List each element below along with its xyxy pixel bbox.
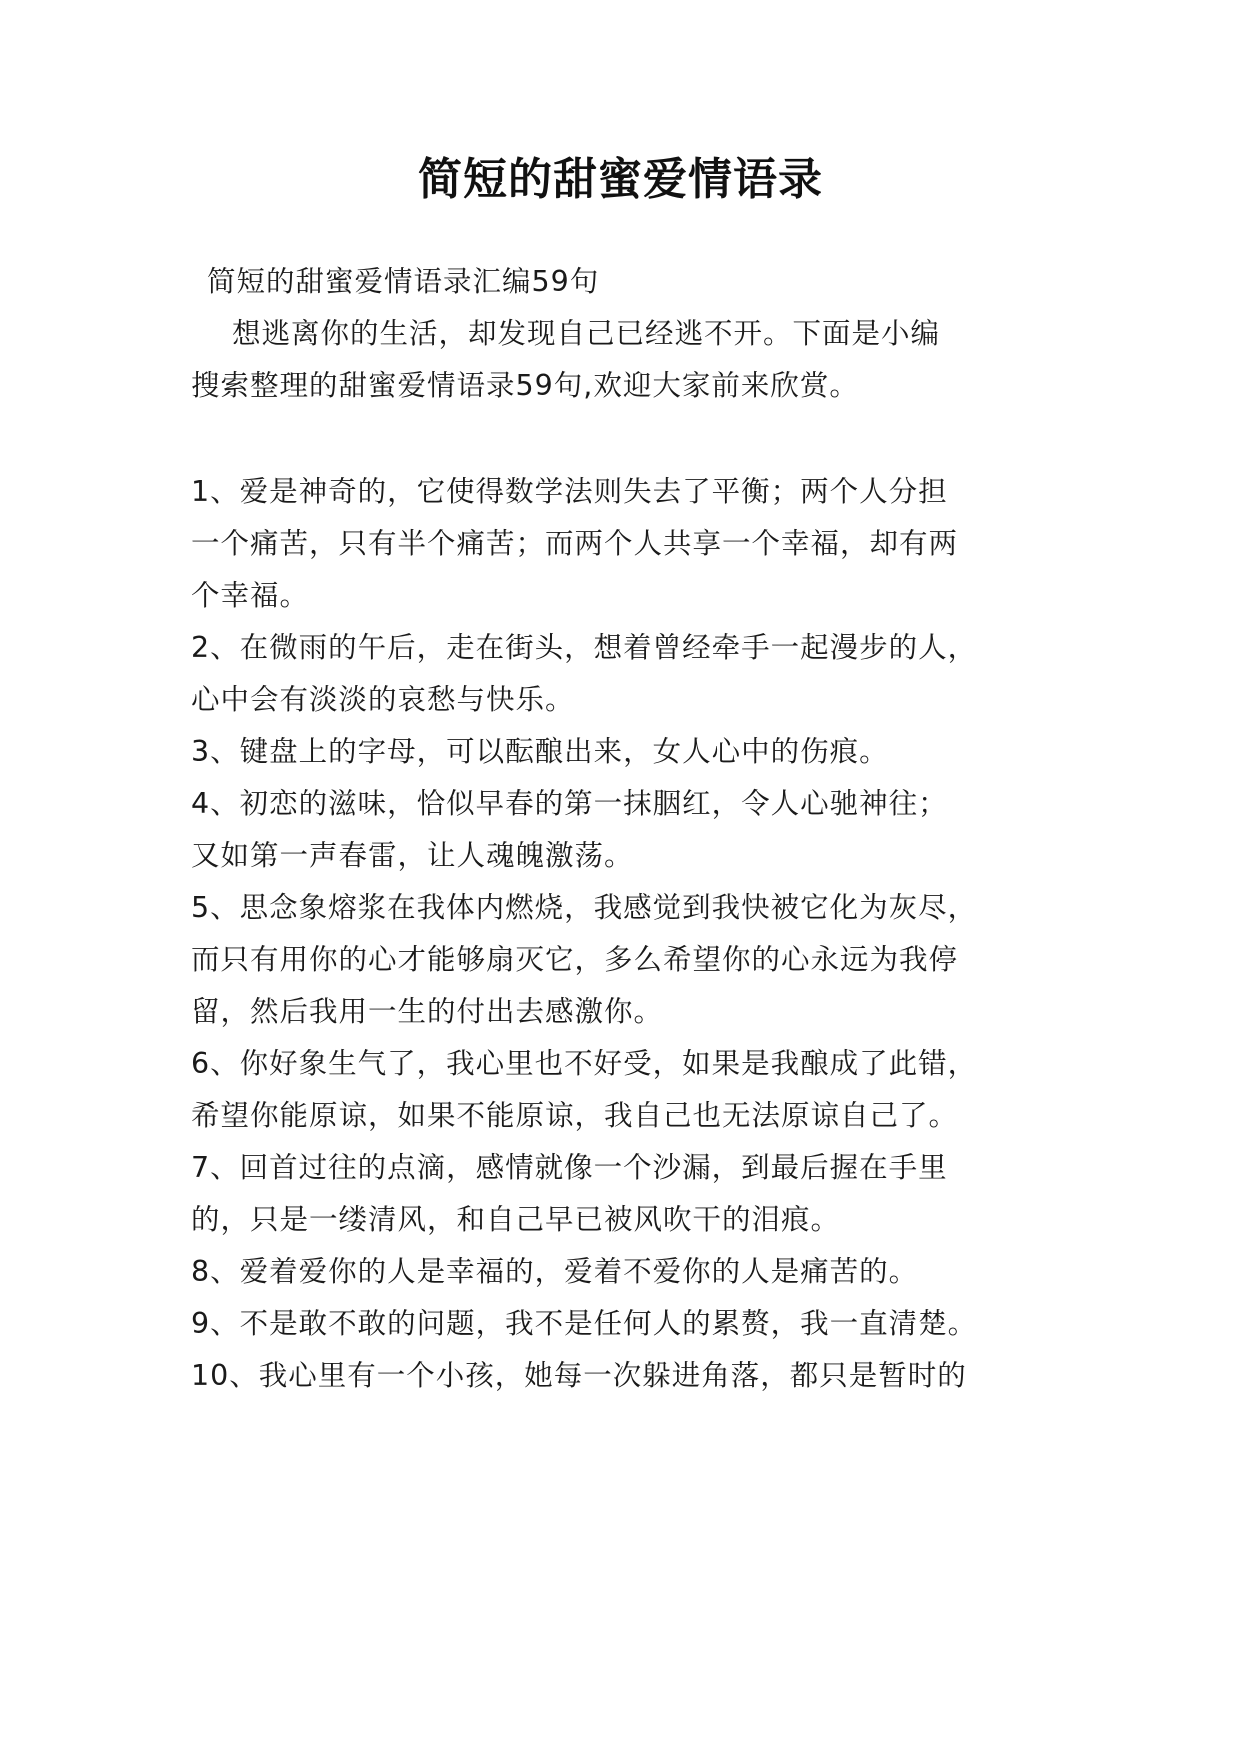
document-subtitle: 简短的甜蜜爱情语录汇编59句 (207, 265, 600, 298)
quote-line: 5、思念象熔浆在我体内燃烧，我感觉到我快被它化为灰尽， (191, 891, 978, 924)
intro-line: 想逃离你的生活，却发现自己已经逃不开。下面是小编 (232, 317, 941, 350)
quote-line: 7、回首过往的点滴，感情就像一个沙漏，到最后握在手里 (191, 1151, 948, 1184)
quote-line: 3、键盘上的字母，可以酝酿出来，女人心中的伤痕。 (191, 735, 889, 768)
quote-line: 9、不是敢不敢的问题，我不是任何人的累赘，我一直清楚。 (191, 1307, 978, 1340)
quote-line: 留，然后我用一生的付出去感激你。 (191, 995, 664, 1028)
quote-line: 6、你好象生气了，我心里也不好受，如果是我酿成了此错， (191, 1047, 978, 1080)
quote-line: 10、我心里有一个小孩，她每一次躲进角落，都只是暂时的 (191, 1359, 967, 1392)
quote-line: 的，只是一缕清风，和自己早已被风吹干的泪痕。 (191, 1203, 841, 1236)
page-title: 简短的甜蜜爱情语录 (418, 154, 823, 205)
quote-line: 8、爱着爱你的人是幸福的，爱着不爱你的人是痛苦的。 (191, 1255, 919, 1288)
quote-line: 又如第一声春雷，让人魂魄激荡。 (191, 839, 634, 872)
quote-line: 而只有用你的心才能够扇灭它，多么希望你的心永远为我停 (191, 943, 959, 976)
quote-line: 一个痛苦，只有半个痛苦；而两个人共享一个幸福，却有两 (191, 527, 959, 560)
quote-line: 心中会有淡淡的哀愁与快乐。 (191, 683, 575, 716)
quote-line: 个幸福。 (191, 579, 310, 612)
quote-line: 2、在微雨的午后，走在街头，想着曾经牵手一起漫步的人， (191, 631, 978, 664)
intro-line: 搜索整理的甜蜜爱情语录59句,欢迎大家前来欣赏。 (191, 369, 859, 402)
quote-line: 4、初恋的滋味，恰似早春的第一抹胭红，令人心驰神往； (191, 787, 948, 820)
quote-line: 1、爱是神奇的，它使得数学法则失去了平衡；两个人分担 (191, 475, 948, 508)
quote-line: 希望你能原谅，如果不能原谅，我自己也无法原谅自己了。 (191, 1099, 959, 1132)
